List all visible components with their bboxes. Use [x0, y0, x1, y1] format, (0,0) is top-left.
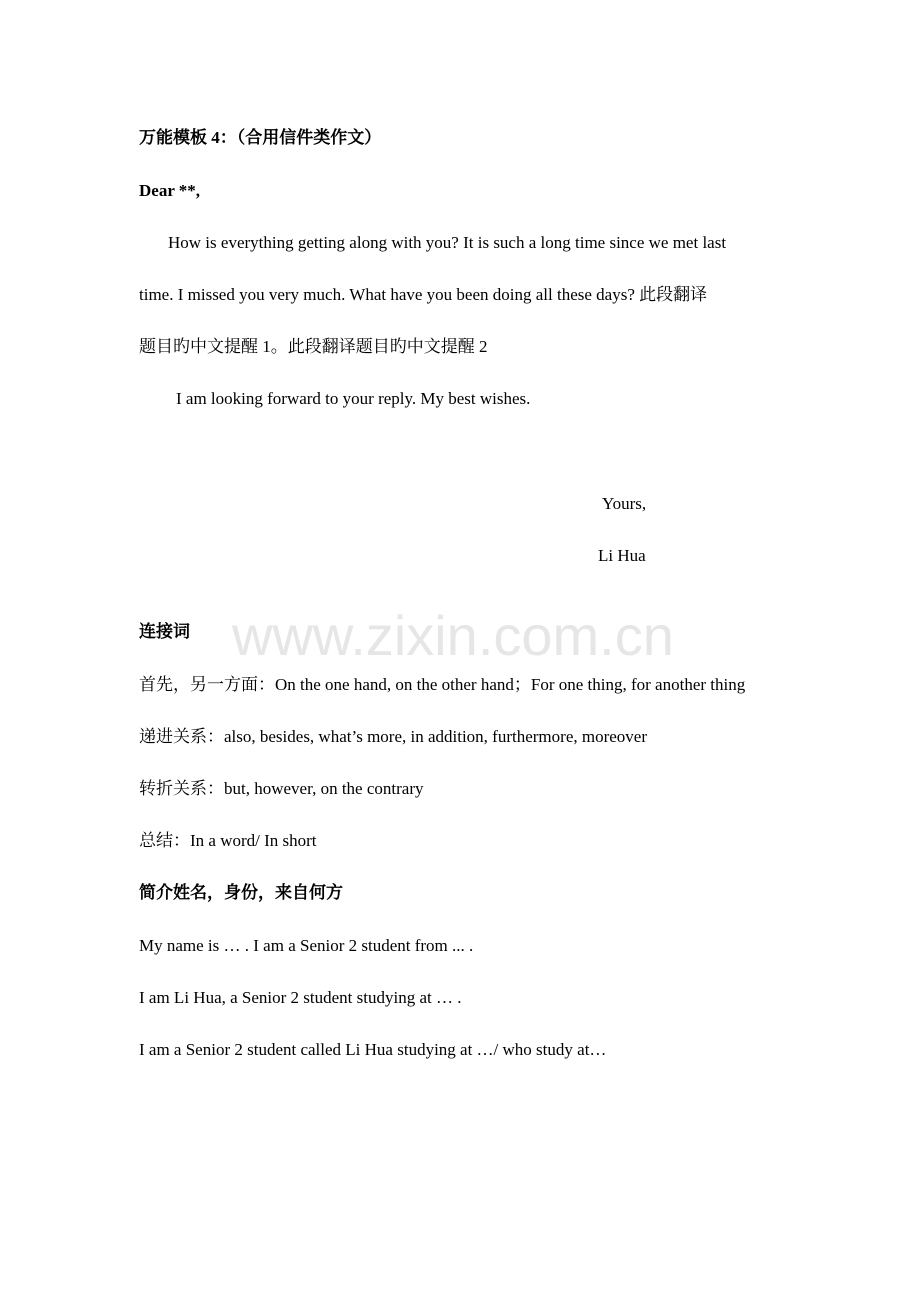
letter-signature: Li Hua [598, 546, 646, 565]
watermark-text: www.zixin.com.cn [232, 604, 674, 667]
connective-item: 转折关系：but, however, on the contrary [139, 779, 424, 798]
letter-body-line-1: How is everything getting along with you? It is such a long time since we met last [168, 233, 727, 252]
connectives-heading: 连接词 [139, 622, 190, 641]
connective-item: 递进关系：also, besides, what’s more, in addition, furthermore, moreover [139, 727, 647, 746]
letter-closing-line: I am looking forward to your reply. My best wishes. [176, 389, 531, 408]
letter-body-line-2: time. I missed you very much. What have you been doing all these days? 此段翻译 [139, 285, 708, 304]
introduction-item: I am Li Hua, a Senior 2 student studying at … . [139, 988, 462, 1007]
template-title: 万能模板 4：（合用信件类作文） [139, 128, 382, 147]
introduction-heading: 简介姓名，身份，来自何方 [139, 883, 343, 902]
letter-body-line-3: 题目旳中文提醒 1。此段翻译题目旳中文提醒 2 [139, 337, 488, 356]
introduction-item: I am a Senior 2 student called Li Hua studying at …/ who study at… [139, 1040, 607, 1059]
introduction-item: My name is … . I am a Senior 2 student from ... . [139, 936, 474, 955]
letter-greeting: Dear **, [139, 181, 201, 200]
connective-item: 首先，另一方面：On the one hand, on the other hand；For one thing, for another thing [139, 675, 746, 694]
letter-sign-off: Yours, [602, 494, 647, 513]
connective-item: 总结：In a word/ In short [139, 831, 317, 850]
